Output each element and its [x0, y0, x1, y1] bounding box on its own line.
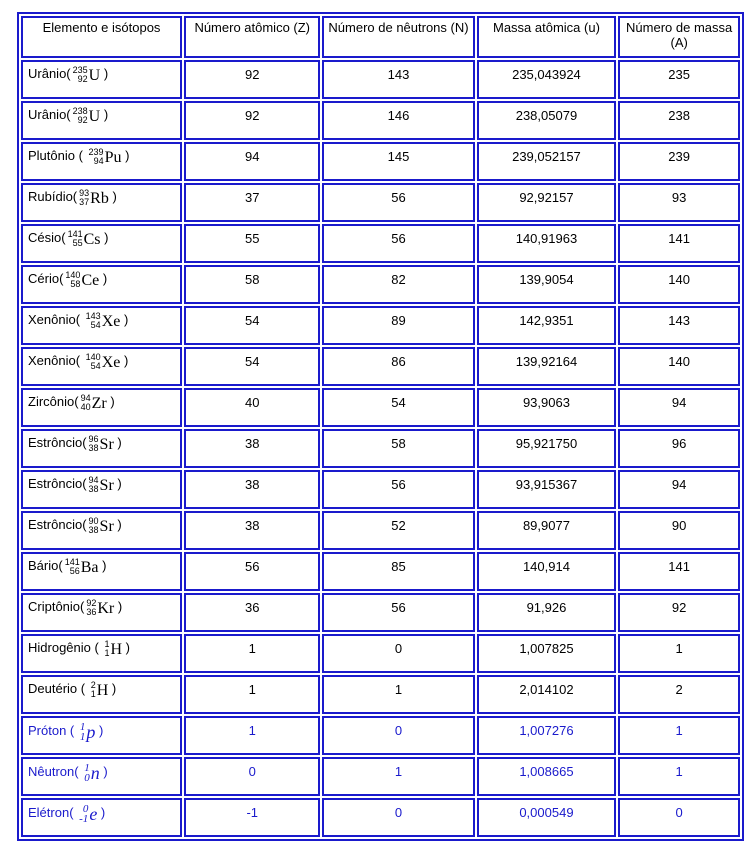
nuclide-notation	[63, 558, 99, 576]
nuclide-scripts	[89, 517, 99, 535]
element-symbol: H	[110, 640, 123, 658]
nuclide-notation	[89, 681, 109, 699]
isotope-label	[28, 393, 115, 412]
nuclide-notation	[63, 271, 99, 289]
element-symbol: Ce	[81, 271, 100, 289]
isotope-label	[28, 598, 123, 617]
neutron-number-cell: 56	[322, 593, 474, 632]
element-symbol: Rb	[90, 189, 109, 207]
element-cell	[21, 60, 182, 99]
isotope-label	[28, 680, 117, 699]
mass-number-cell: 1	[618, 634, 740, 673]
nuclide-scripts	[89, 435, 99, 453]
neutron-number-cell: 85	[322, 552, 474, 591]
atomic-subscript: 1	[90, 689, 96, 699]
element-name: Estrôncio(	[28, 435, 87, 451]
neutron-number-cell: 1	[322, 675, 474, 714]
atomic-mass-cell: 235,043924	[477, 60, 617, 99]
atomic-mass-cell: 142,9351	[477, 306, 617, 345]
mass-superscript: 96	[88, 434, 99, 444]
table-row	[21, 60, 740, 99]
element-symbol: e	[89, 803, 98, 824]
element-cell	[21, 716, 182, 755]
neutron-number-cell: 0	[322, 634, 474, 673]
nuclide-scripts	[89, 476, 99, 494]
atomic-number-cell: 58	[184, 265, 320, 304]
table-row	[21, 429, 740, 468]
atomic-number-cell: 36	[184, 593, 320, 632]
element-name: Próton (	[28, 723, 78, 739]
nuclide-scripts	[84, 763, 90, 783]
isotope-label	[28, 721, 104, 743]
atomic-number-cell: 1	[184, 716, 320, 755]
atomic-subscript: 0	[84, 772, 90, 784]
mass-superscript: 141	[64, 557, 80, 567]
mass-superscript: 94	[88, 475, 99, 485]
nuclide-scripts	[91, 681, 96, 699]
mass-number-cell: 238	[618, 101, 740, 140]
mass-number-cell: 1	[618, 716, 740, 755]
nuclide-scripts	[89, 148, 104, 166]
close-paren: )	[100, 230, 109, 246]
table-row	[21, 306, 740, 345]
atomic-subscript: 94	[93, 156, 104, 166]
table-row	[21, 757, 740, 796]
close-paren: )	[122, 640, 130, 656]
close-paren: )	[108, 681, 117, 697]
close-paren: )	[121, 148, 130, 164]
element-name: Nêutron(	[28, 764, 83, 780]
atomic-number-cell: 92	[184, 101, 320, 140]
isotope-label	[28, 803, 106, 825]
close-paren: )	[108, 189, 117, 205]
nuclide-scripts	[80, 722, 86, 742]
atomic-mass-cell: 140,91963	[477, 224, 617, 263]
table-row	[21, 265, 740, 304]
neutron-number-cell: 52	[322, 511, 474, 550]
mass-superscript: 1	[84, 762, 90, 774]
isotope-label	[28, 65, 109, 84]
isotope-label	[28, 270, 108, 289]
neutron-number-cell: 82	[322, 265, 474, 304]
table-row	[21, 593, 740, 632]
neutron-number-cell: 145	[322, 142, 474, 181]
header-mass-number: Número de massa (A)	[618, 16, 740, 58]
element-cell	[21, 552, 182, 591]
neutron-number-cell: 56	[322, 183, 474, 222]
element-name: Deutério (	[28, 681, 89, 697]
mass-number-cell: 92	[618, 593, 740, 632]
element-symbol: U	[88, 107, 101, 125]
isotope-table	[17, 12, 744, 841]
mass-number-cell: 1	[618, 757, 740, 796]
nuclide-notation	[102, 640, 122, 658]
table-row	[21, 634, 740, 673]
nuclide-scripts	[65, 558, 80, 576]
mass-number-cell: 141	[618, 552, 740, 591]
mass-superscript: 2	[90, 680, 96, 690]
nuclide-scripts	[73, 66, 88, 84]
element-name: Xenônio(	[28, 353, 84, 369]
atomic-subscript: 38	[88, 525, 99, 535]
header-neutron-number: Número de nêutrons (N)	[322, 16, 474, 58]
element-symbol: Sr	[99, 476, 114, 494]
nuclide-scripts	[73, 107, 88, 125]
mass-superscript: 239	[88, 147, 104, 157]
isotope-label	[28, 762, 108, 784]
close-paren: )	[99, 271, 108, 287]
atomic-number-cell: 1	[184, 634, 320, 673]
atomic-number-cell: 94	[184, 142, 320, 181]
header-element: Elemento e isótopos	[21, 16, 182, 58]
isotope-label	[28, 311, 129, 330]
element-name: Bário(	[28, 558, 63, 574]
atomic-subscript: 92	[77, 74, 88, 84]
table-row	[21, 552, 740, 591]
atomic-number-cell: 55	[184, 224, 320, 263]
atomic-subscript: 36	[86, 607, 97, 617]
nuclide-notation	[78, 722, 96, 742]
mass-superscript: 235	[72, 65, 88, 75]
element-cell	[21, 634, 182, 673]
atomic-mass-cell: 139,9054	[477, 265, 617, 304]
close-paren: )	[113, 476, 122, 492]
isotope-label	[28, 106, 109, 125]
close-paren: )	[114, 599, 123, 615]
element-name: Hidrogênio (	[28, 640, 103, 656]
element-cell	[21, 101, 182, 140]
mass-superscript: 0	[82, 803, 89, 815]
element-name: Estrôncio(	[28, 476, 87, 492]
element-symbol: n	[90, 762, 100, 783]
isotope-label	[28, 229, 109, 248]
element-name: Xenônio(	[28, 312, 84, 328]
table-row	[21, 675, 740, 714]
close-paren: )	[97, 805, 106, 821]
neutron-number-cell: 143	[322, 60, 474, 99]
element-name: Urânio(	[28, 66, 71, 82]
close-paren: )	[113, 517, 122, 533]
element-symbol: Kr	[97, 599, 115, 617]
nuclide-notation	[84, 599, 114, 617]
table-row	[21, 798, 740, 837]
element-name: Criptônio(	[28, 599, 85, 615]
atomic-subscript: 1	[104, 648, 110, 658]
element-cell	[21, 306, 182, 345]
element-symbol: p	[86, 721, 96, 742]
mass-number-cell: 141	[618, 224, 740, 263]
table-row	[21, 388, 740, 427]
element-cell	[21, 183, 182, 222]
atomic-mass-cell: 139,92164	[477, 347, 617, 386]
element-symbol: U	[88, 66, 101, 84]
isotope-label	[28, 352, 129, 371]
element-symbol: Ba	[80, 558, 99, 576]
neutron-number-cell: 1	[322, 757, 474, 796]
atomic-number-cell: 1	[184, 675, 320, 714]
close-paren: )	[100, 107, 109, 123]
mass-number-cell: 140	[618, 265, 740, 304]
close-paren: )	[106, 394, 115, 410]
mass-number-cell: 2	[618, 675, 740, 714]
nuclide-scripts	[86, 312, 101, 330]
header-row	[21, 16, 740, 58]
close-paren: )	[113, 435, 122, 451]
atomic-number-cell: 92	[184, 60, 320, 99]
header-atomic-number: Número atômico (Z)	[184, 16, 320, 58]
atomic-subscript: 37	[79, 197, 90, 207]
close-paren: )	[98, 558, 107, 574]
atomic-number-cell: 54	[184, 347, 320, 386]
isotope-label	[28, 557, 107, 576]
nuclide-scripts	[65, 271, 80, 289]
nuclide-notation	[71, 107, 101, 125]
table-row	[21, 716, 740, 755]
element-cell	[21, 798, 182, 837]
table-row	[21, 142, 740, 181]
mass-superscript: 93	[79, 188, 90, 198]
element-name: Rubídio(	[28, 189, 78, 205]
table-row	[21, 183, 740, 222]
header-atomic-mass: Massa atômica (u)	[477, 16, 617, 58]
atomic-mass-cell: 95,921750	[477, 429, 617, 468]
element-cell	[21, 142, 182, 181]
atomic-mass-cell: 239,052157	[477, 142, 617, 181]
table-row	[21, 224, 740, 263]
isotope-label	[28, 639, 130, 658]
atomic-mass-cell: 140,914	[477, 552, 617, 591]
nuclide-notation	[77, 804, 97, 824]
neutron-number-cell: 146	[322, 101, 474, 140]
mass-superscript: 238	[72, 106, 88, 116]
close-paren: )	[95, 723, 104, 739]
atomic-subscript: 40	[80, 402, 91, 412]
atomic-subscript: 54	[90, 361, 101, 371]
neutron-number-cell: 56	[322, 470, 474, 509]
isotope-label	[28, 147, 130, 166]
atomic-mass-cell: 2,014102	[477, 675, 617, 714]
mass-number-cell: 90	[618, 511, 740, 550]
element-name: Elétron(	[28, 805, 78, 821]
mass-number-cell: 96	[618, 429, 740, 468]
element-cell	[21, 757, 182, 796]
nuclide-scripts	[79, 804, 88, 824]
element-cell	[21, 593, 182, 632]
atomic-mass-cell: 91,926	[477, 593, 617, 632]
neutron-number-cell: 0	[322, 798, 474, 837]
table-row	[21, 511, 740, 550]
isotope-label	[28, 516, 122, 535]
neutron-number-cell: 0	[322, 716, 474, 755]
nuclide-notation	[84, 312, 121, 330]
element-cell	[21, 265, 182, 304]
mass-number-cell: 93	[618, 183, 740, 222]
neutron-number-cell: 54	[322, 388, 474, 427]
table-row	[21, 101, 740, 140]
atomic-subscript: 1	[79, 731, 86, 743]
element-symbol: Xe	[101, 312, 121, 330]
nuclide-scripts	[68, 230, 83, 248]
nuclide-scripts	[86, 353, 101, 371]
atomic-number-cell: 56	[184, 552, 320, 591]
neutron-number-cell: 89	[322, 306, 474, 345]
element-name: Césio(	[28, 230, 66, 246]
close-paren: )	[100, 66, 109, 82]
table-row	[21, 470, 740, 509]
atomic-subscript: 92	[77, 115, 88, 125]
atomic-subscript: 58	[70, 279, 81, 289]
nuclide-notation	[87, 476, 114, 494]
nuclide-notation	[77, 189, 109, 207]
mass-superscript: 140	[65, 270, 81, 280]
element-symbol: Sr	[99, 517, 114, 535]
atomic-number-cell: 40	[184, 388, 320, 427]
atomic-subscript: 38	[88, 443, 99, 453]
mass-number-cell: 94	[618, 388, 740, 427]
nuclide-scripts	[79, 189, 89, 207]
isotope-label	[28, 188, 117, 207]
element-name: Cério(	[28, 271, 64, 287]
mass-superscript: 1	[79, 721, 86, 733]
element-cell	[21, 388, 182, 427]
isotope-label	[28, 434, 122, 453]
close-paren: )	[120, 312, 129, 328]
nuclide-notation	[87, 148, 122, 166]
mass-number-cell: 140	[618, 347, 740, 386]
nuclide-notation	[84, 353, 121, 371]
mass-number-cell: 94	[618, 470, 740, 509]
table-body	[21, 60, 740, 837]
element-cell	[21, 675, 182, 714]
element-name: Estrôncio(	[28, 517, 87, 533]
atomic-subscript: 54	[90, 320, 101, 330]
atomic-subscript: 56	[69, 566, 80, 576]
atomic-number-cell: 54	[184, 306, 320, 345]
table-row	[21, 347, 740, 386]
atomic-mass-cell: 93,9063	[477, 388, 617, 427]
element-name: Urânio(	[28, 107, 71, 123]
mass-superscript: 92	[86, 598, 97, 608]
mass-superscript: 94	[80, 393, 91, 403]
element-symbol: Sr	[99, 435, 114, 453]
element-cell	[21, 224, 182, 263]
mass-superscript: 141	[67, 229, 83, 239]
nuclide-notation	[87, 517, 114, 535]
atomic-number-cell: 38	[184, 511, 320, 550]
atomic-mass-cell: 1,007825	[477, 634, 617, 673]
mass-superscript: 143	[85, 311, 101, 321]
atomic-number-cell: 38	[184, 470, 320, 509]
element-symbol: H	[96, 681, 109, 699]
close-paren: )	[120, 353, 129, 369]
nuclide-scripts	[81, 394, 91, 412]
atomic-number-cell: 0	[184, 757, 320, 796]
element-cell	[21, 511, 182, 550]
element-cell	[21, 429, 182, 468]
nuclide-scripts	[104, 640, 109, 658]
atomic-mass-cell: 92,92157	[477, 183, 617, 222]
atomic-mass-cell: 1,007276	[477, 716, 617, 755]
mass-number-cell: 239	[618, 142, 740, 181]
isotope-label	[28, 475, 122, 494]
element-cell	[21, 347, 182, 386]
element-cell	[21, 470, 182, 509]
element-symbol: Zr	[91, 394, 107, 412]
atomic-subscript: -1	[79, 813, 89, 825]
atomic-subscript: 38	[88, 484, 99, 494]
atomic-number-cell: -1	[184, 798, 320, 837]
mass-superscript: 1	[104, 639, 110, 649]
element-name: Plutônio (	[28, 148, 87, 164]
nuclide-notation	[71, 66, 101, 84]
mass-number-cell: 0	[618, 798, 740, 837]
atomic-mass-cell: 1,008665	[477, 757, 617, 796]
element-symbol: Pu	[104, 148, 122, 166]
element-symbol: Cs	[83, 230, 101, 248]
mass-superscript: 140	[85, 352, 101, 362]
isotope-table-container	[17, 12, 744, 841]
nuclide-notation	[66, 230, 101, 248]
mass-number-cell: 143	[618, 306, 740, 345]
neutron-number-cell: 56	[322, 224, 474, 263]
atomic-mass-cell: 238,05079	[477, 101, 617, 140]
mass-number-cell: 235	[618, 60, 740, 99]
atomic-number-cell: 37	[184, 183, 320, 222]
close-paren: )	[99, 764, 108, 780]
nuclide-notation	[87, 435, 114, 453]
atomic-mass-cell: 93,915367	[477, 470, 617, 509]
atomic-mass-cell: 0,000549	[477, 798, 617, 837]
atomic-subscript: 55	[72, 238, 83, 248]
nuclide-notation	[79, 394, 107, 412]
atomic-number-cell: 38	[184, 429, 320, 468]
element-name: Zircônio(	[28, 394, 79, 410]
atomic-mass-cell: 89,9077	[477, 511, 617, 550]
mass-superscript: 90	[88, 516, 99, 526]
nuclide-scripts	[86, 599, 96, 617]
neutron-number-cell: 58	[322, 429, 474, 468]
nuclide-notation	[82, 763, 100, 783]
element-symbol: Xe	[101, 353, 121, 371]
neutron-number-cell: 86	[322, 347, 474, 386]
